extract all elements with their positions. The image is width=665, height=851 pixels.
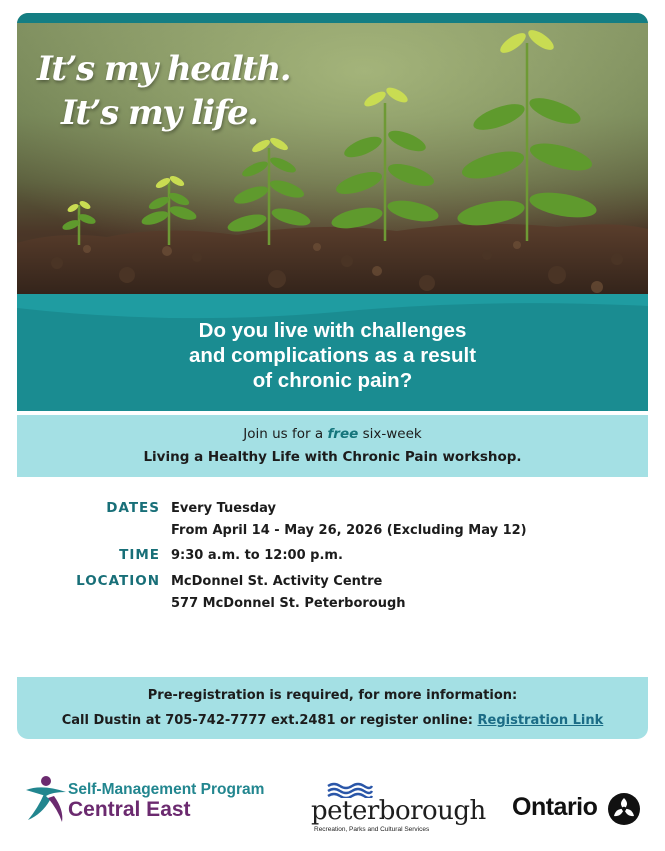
dates-line-1: Every Tuesday [171,501,276,516]
hero-headline [37,47,290,135]
join-free: free [327,426,359,442]
registration-notice: Pre-registration is required, for more information: [147,688,518,703]
join-suffix: six-week [362,426,422,442]
headline-line-2: It’s my life. [61,93,258,133]
dates-label: DATES [106,500,160,516]
dates-value [171,498,527,542]
registration-link[interactable]: Registration Link [477,713,604,728]
time-value: 9:30 a.m. to 12:00 p.m. [171,548,343,563]
join-invite [17,426,648,442]
dates-line-2: From April 14 - May 26, 2026 (Excluding May 12) [171,523,527,538]
question-line-3: of chronic pain? [252,369,413,392]
question-line-1: Do you live with challenges [198,319,467,342]
join-prefix: Join us for a [243,426,324,442]
registration-contact [17,713,648,728]
headline-line-1: It’s my health. [37,49,291,89]
trillium-icon [607,792,641,826]
peterborough-wordmark: peterborough [311,796,486,826]
hero-top-bar [17,13,648,23]
peterborough-subtitle: Recreation, Parks and Cultural Services [314,826,430,833]
join-banner [17,415,648,477]
time-label: TIME [119,547,160,563]
ontario-wordmark: Ontario [512,793,598,821]
smp-title: Self-Management Program [68,781,265,798]
location-label: LOCATION [76,573,160,589]
workshop-title: Living a Healthy Life with Chronic Pain workshop. [143,449,522,465]
hero-banner [17,13,648,305]
smp-region: Central East [68,798,191,821]
location-line-2: 577 McDonnel St. Peterborough [171,596,406,611]
location-line-1: McDonnel St. Activity Centre [171,574,383,589]
registration-call: Call Dustin at 705-742-7777 ext.2481 or register online: [61,713,473,728]
question-line-2: and complications as a result [188,344,477,367]
question-banner [17,294,648,411]
location-value [171,571,406,615]
question-heading [17,318,648,393]
registration-box [17,677,648,739]
